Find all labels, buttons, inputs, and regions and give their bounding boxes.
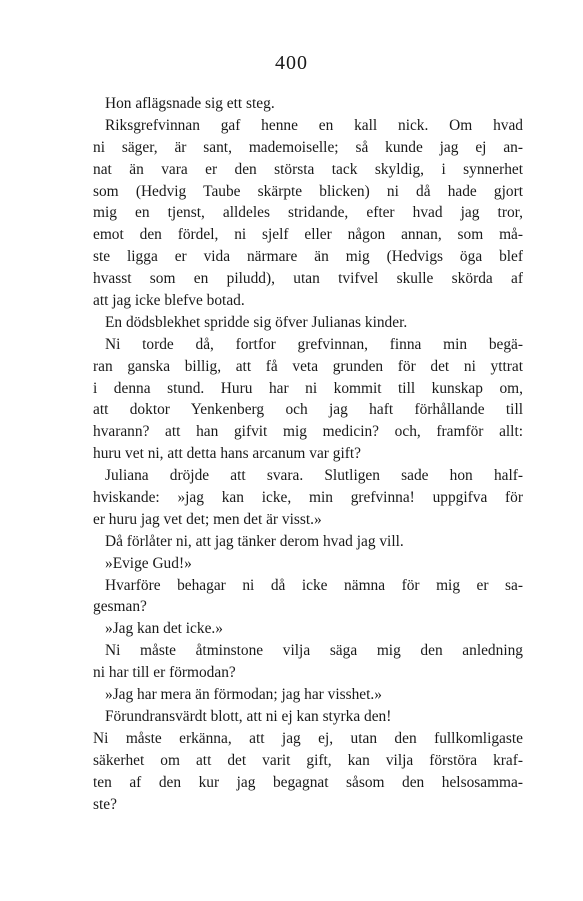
text-line: er huru jag vet det; men det är visst.» [93, 510, 322, 528]
text-line: ste ligga er vida närmare än mig (Hedvigs öga blef [93, 248, 523, 266]
text-line: ni har till er förmodan? [93, 664, 236, 682]
text-line: att jag icke blefve botad. [93, 292, 245, 310]
text-line: mig en tjenst, alldeles stridande, efter hvad jag tror, [93, 204, 523, 222]
text-line: hviskande: »jag kan icke, min grefvinna! uppgifva för [93, 489, 523, 507]
text-line: Då förlåter ni, att jag tänker derom hvad jag vill. [105, 532, 404, 550]
text-line: Juliana dröjde att svara. Slutligen sade hon half- [105, 467, 523, 485]
text-line: gesman? [93, 598, 147, 616]
text-line: ni säger, är sant, mademoiselle; så kunde jag ej an- [93, 138, 523, 156]
text-line: »Evige Gud!» [105, 554, 192, 572]
text-line: Hon aflägsnade sig ett steg. [105, 95, 275, 112]
text-line: Hvarföre behagar ni då icke nämna för mig er sa- [105, 576, 523, 594]
text-line: i denna stund. Huru har ni kommit till kunskap om, [93, 379, 523, 397]
text-line: Ni torde då, fortfor grefvinnan, finna min begä- [105, 335, 523, 353]
page-number: 400 [275, 52, 308, 74]
text-line: som (Hedvig Taube skärpte blicken) ni då hade gjort [93, 182, 523, 200]
text-line: huru vet ni, att detta hans arcanum var gift? [93, 445, 361, 463]
text-line: hvarann? att han gifvit mig medicin? och, framför allt: [93, 423, 523, 441]
text-line: emot den fördel, ni sjelf eller någon annan, som må- [93, 226, 523, 244]
book-text [93, 93, 523, 815]
text-line: att doktor Yenkenberg och jag haft förhållande till [93, 401, 523, 419]
text-line: säkerhet om att det varit gift, kan vilja förstöra kraf- [93, 751, 523, 769]
text-line: En dödsblekhet spridde sig öfver Julianas kinder. [105, 313, 408, 331]
text-line: ran ganska billig, att få veta grunden för det ni yttrat [93, 357, 523, 375]
text-line: Ni måste åtminstone vilja säga mig den anledning [105, 642, 523, 660]
text-line: Ni måste erkänna, att jag ej, utan den fullkomligaste [93, 729, 523, 747]
text-line: »Jag kan det icke.» [105, 620, 223, 638]
text-line: ste? [93, 795, 117, 813]
text-line: ten af den kur jag begagnat såsom den helsosamma- [93, 773, 523, 791]
text-line: »Jag har mera än förmodan; jag har visshet.» [105, 686, 382, 704]
text-line: hvasst som en piludd), utan tvifvel skulle skörda af [93, 270, 523, 288]
text-line: Riksgrefvinnan gaf henne en kall nick. Om hvad [105, 116, 523, 134]
text-line: nat än vara er den största tack skyldig, i synnerhet [93, 160, 523, 178]
text-line: Förundransvärdt blott, att ni ej kan styrka den! [105, 707, 392, 725]
